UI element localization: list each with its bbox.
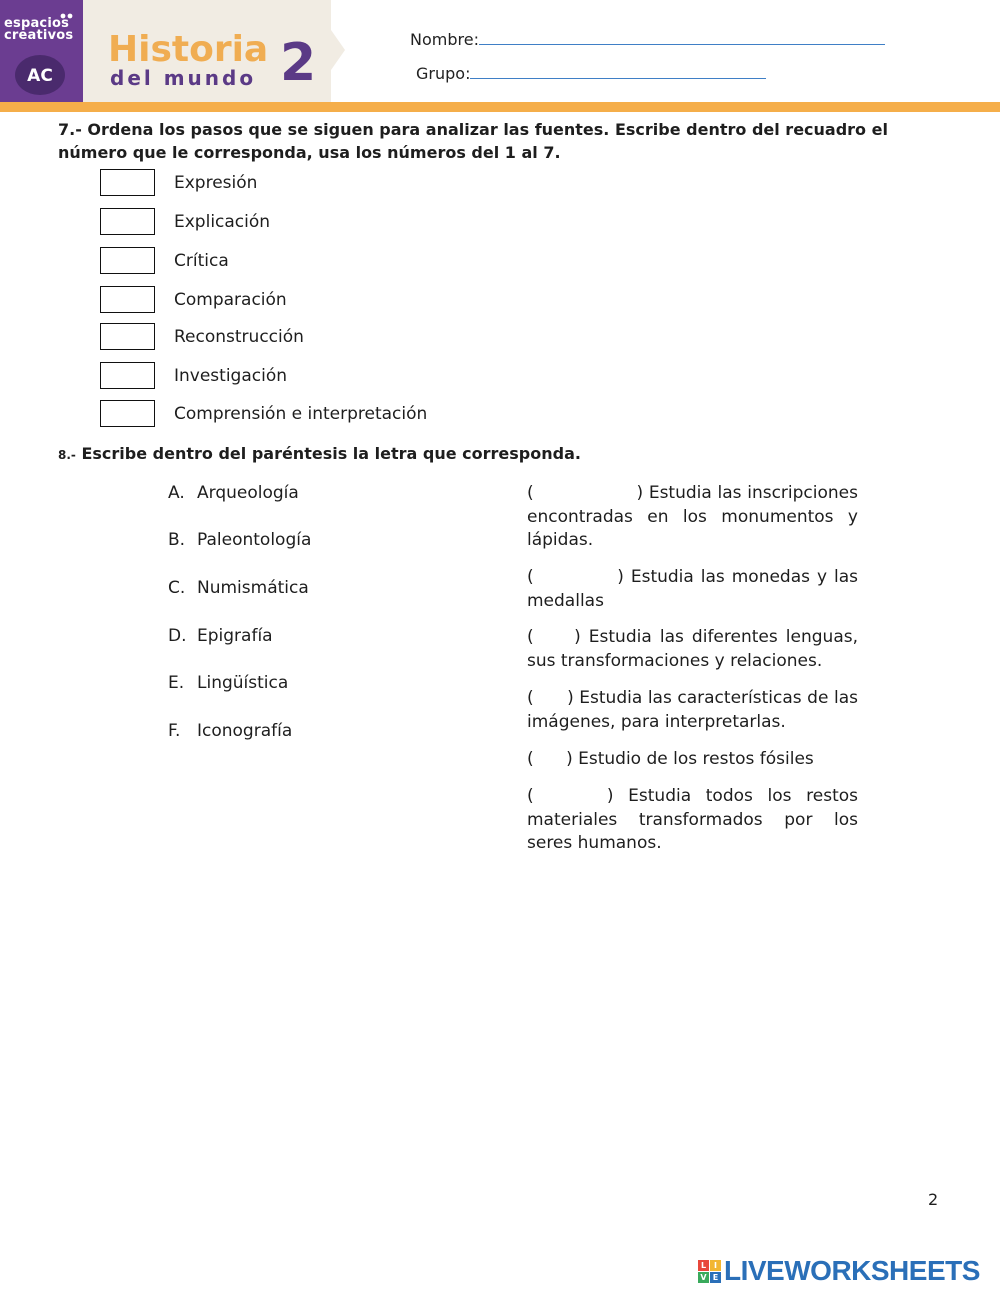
q7-item-label: Comparación <box>174 290 287 310</box>
answer-blank[interactable] <box>534 786 607 806</box>
book-subtitle: del mundo <box>110 66 257 90</box>
brand-name <box>4 18 73 42</box>
brand-logo-text: AC <box>27 66 53 86</box>
book-volume-number: 2 <box>280 33 317 93</box>
nombre-line[interactable] <box>479 28 885 45</box>
q8-description-text: Estudia las monedas y las medallas <box>527 567 858 611</box>
answer-close-paren: ) <box>574 627 581 647</box>
book-title: Historia <box>108 29 269 70</box>
nombre-field[interactable] <box>410 28 885 49</box>
answer-open-paren: ( <box>527 688 534 708</box>
answer-open-paren: ( <box>527 627 534 647</box>
liveworksheets-wordmark: LIVEWORKSHEETS <box>724 1255 980 1286</box>
brand-line-1: espacios <box>4 16 70 31</box>
grid-letter: V <box>698 1272 709 1283</box>
question-7-title: 7.- Ordena los pasos que se siguen para analizar las fuentes. Escribe dentro del recuadro el número que le corresponda, usa los números del 1 al 7. <box>58 120 888 162</box>
grupo-field[interactable] <box>416 62 766 83</box>
question-8-title <box>58 444 581 463</box>
q8-description <box>527 687 858 734</box>
q8-option-letter: B. <box>168 530 186 550</box>
brand-line-2: creativos <box>4 28 74 43</box>
answer-blank[interactable] <box>534 749 566 769</box>
q8-description <box>527 482 858 553</box>
q8-option-label: Paleontología <box>197 530 312 550</box>
q7-item-label: Investigación <box>174 366 288 386</box>
question-8-text: Escribe dentro del paréntesis la letra que corresponda. <box>81 444 581 463</box>
nombre-label: Nombre: <box>410 30 479 49</box>
q7-answer-box[interactable] <box>100 169 155 196</box>
answer-blank[interactable] <box>534 483 637 503</box>
grid-letter: I <box>710 1260 721 1271</box>
q8-description <box>527 748 858 772</box>
answer-close-paren: ) <box>567 688 574 708</box>
grupo-label: Grupo: <box>416 64 471 83</box>
answer-open-paren: ( <box>527 483 534 503</box>
liveworksheets-logo <box>698 1256 980 1286</box>
q7-item-label: Explicación <box>174 212 271 232</box>
answer-close-paren: ) <box>636 483 644 503</box>
q8-description-text: Estudia las diferentes lenguas, sus transformaciones y relaciones. <box>527 627 859 671</box>
liveworksheets-grid-icon <box>698 1260 721 1283</box>
grid-letter: L <box>698 1260 709 1271</box>
q8-description <box>527 785 858 856</box>
q7-answer-box[interactable] <box>100 400 155 427</box>
q8-description-text: Estudia todos los restos materiales transformados por los seres humanos. <box>527 786 859 853</box>
q8-option-label: Epigrafía <box>197 626 273 646</box>
q8-option <box>168 673 288 693</box>
q7-answer-box[interactable] <box>100 286 155 313</box>
q8-option <box>168 626 273 646</box>
q7-item-label: Expresión <box>174 173 258 193</box>
q8-option <box>168 578 309 598</box>
q7-answer-box[interactable] <box>100 247 155 274</box>
q8-option <box>168 530 311 550</box>
grupo-line[interactable] <box>470 62 766 79</box>
answer-open-paren: ( <box>527 749 534 769</box>
answer-close-paren: ) <box>606 786 614 806</box>
q8-option <box>168 483 299 503</box>
question-8-number: 8.- <box>58 448 76 462</box>
answer-blank[interactable] <box>534 688 567 708</box>
q8-option-label: Arqueología <box>197 483 299 503</box>
q7-item-label: Crítica <box>174 251 229 271</box>
answer-blank[interactable] <box>534 627 574 647</box>
q8-description-text: Estudia las inscripciones encontradas en los monumentos y lápidas. <box>527 483 858 550</box>
q8-option-label: Numismática <box>197 578 309 598</box>
q7-item-label: Comprensión e interpretación <box>174 404 428 424</box>
header-divider <box>0 102 1000 112</box>
answer-close-paren: ) <box>617 567 624 587</box>
q8-option-label: Lingüística <box>197 673 289 693</box>
q8-option-letter: F. <box>168 721 181 741</box>
answer-close-paren: ) <box>566 749 573 769</box>
q8-option-letter: D. <box>168 626 187 646</box>
page-number: 2 <box>928 1190 939 1209</box>
answer-blank[interactable] <box>534 567 618 587</box>
answer-open-paren: ( <box>527 786 534 806</box>
q7-answer-box[interactable] <box>100 362 155 389</box>
q7-answer-box[interactable] <box>100 323 155 350</box>
q8-option-letter: E. <box>168 673 185 693</box>
q8-description <box>527 566 858 613</box>
q8-option-label: Iconografía <box>197 721 293 741</box>
grid-letter: E <box>710 1272 721 1283</box>
q8-description-text: Estudio de los restos fósiles <box>578 749 814 769</box>
q8-option-letter: C. <box>168 578 186 598</box>
brand-panel <box>0 0 83 102</box>
brand-logo <box>15 55 65 95</box>
answer-open-paren: ( <box>527 567 534 587</box>
brand-logo-icon <box>23 64 57 86</box>
q7-item-label: Reconstrucción <box>174 327 304 347</box>
q8-description <box>527 626 858 673</box>
q8-option-letter: A. <box>168 483 185 503</box>
q8-option <box>168 721 292 741</box>
title-arrow-shape <box>331 30 345 70</box>
q8-description-text: Estudia las características de las imágenes, para interpretarlas. <box>527 688 858 732</box>
q7-answer-box[interactable] <box>100 208 155 235</box>
